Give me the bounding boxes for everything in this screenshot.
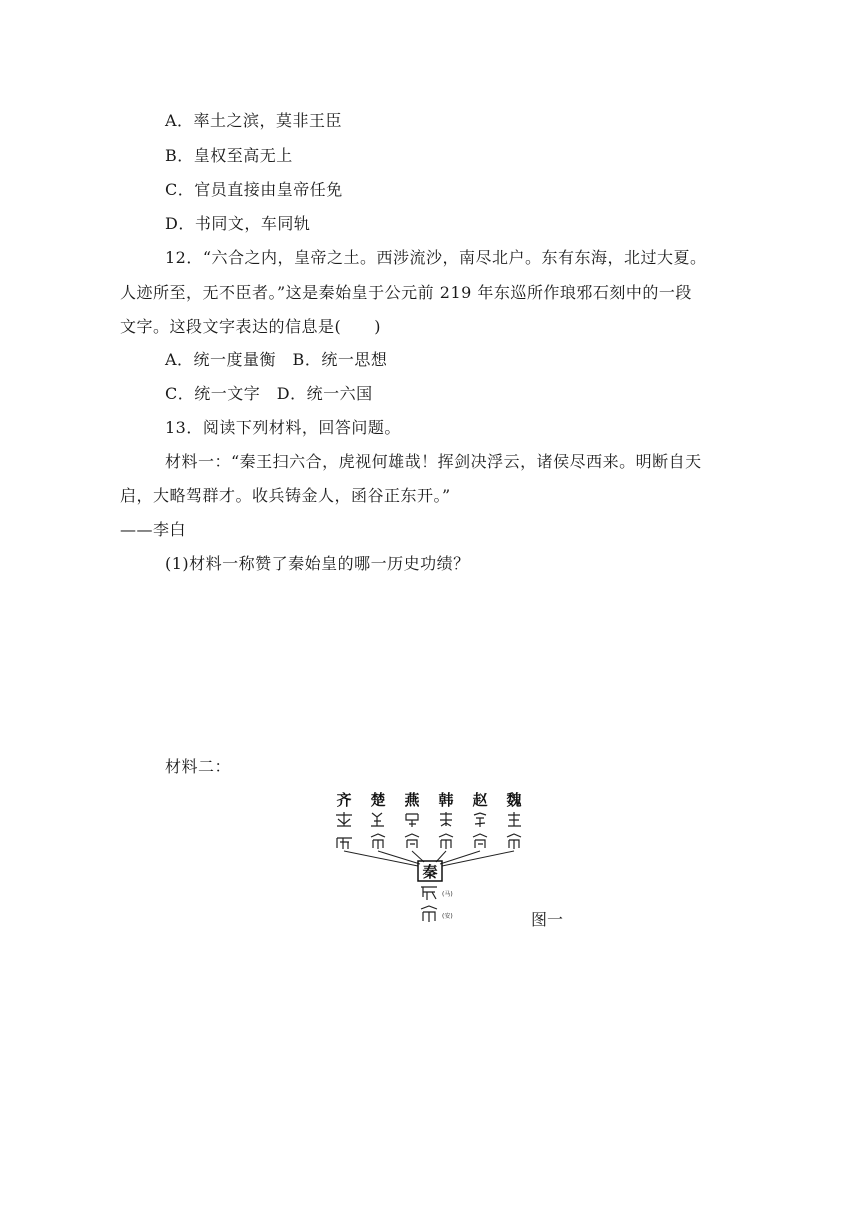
state-name-han: 韩 [438,791,454,809]
qin-seal-glyphs [421,887,437,922]
q13-question1: (1)材料一称赞了秦始皇的哪一历史功绩？ [165,554,470,573]
figure-caption: 图一 [531,910,564,929]
state-name-yan: 燕 [404,791,420,809]
center-note-1: (马) [442,891,453,898]
seal-script-figure [330,788,530,930]
q12-options-row1: A．统一度量衡 B．统一思想 [165,350,388,369]
center-note-2: (安) [442,913,453,920]
q13-material1-line1: 材料一：“秦王扫六合，虎视何雄哉！挥剑决浮云，诸侯尽西来。明断自天 [165,452,702,471]
seal-glyphs-row2 [337,834,521,849]
q13-material2-label: 材料二： [165,757,232,776]
q11-option-c: C．官员直接由皇帝任免 [165,180,343,199]
state-name-wei: 魏 [506,791,522,809]
q13-material1-line2: 启，大略驾群才。收兵铸金人，函谷正东开。” [120,486,451,505]
center-state-qin: 秦 [422,863,438,881]
q12-options-row2: C．统一文字 D．统一六国 [165,384,373,403]
q13-intro: 13．阅读下列材料，回答问题。 [165,418,401,437]
q13-material1-author: ——李白 [120,520,187,539]
q12-stem-line3: 文字。这段文字表达的信息是( ) [120,317,381,336]
seal-glyphs-row1 [336,812,521,827]
q12-stem-line1: 12．“六合之内，皇帝之土。西涉流沙，南尽北户。东有东海，北过大夏。 [165,248,707,267]
q11-option-a: A．率土之滨，莫非王臣 [165,111,343,130]
state-name-qi: 齐 [336,791,352,809]
state-name-chu: 楚 [370,791,386,809]
q12-stem-line2: 人迹所至，无不臣者。”这是秦始皇于公元前 219 年东巡所作琅邪石刻中的一段 [120,283,692,302]
state-name-zhao: 赵 [472,791,488,809]
q11-option-b: B．皇权至高无上 [165,146,293,165]
q11-option-d: D．书同文，车同轨 [165,214,311,233]
